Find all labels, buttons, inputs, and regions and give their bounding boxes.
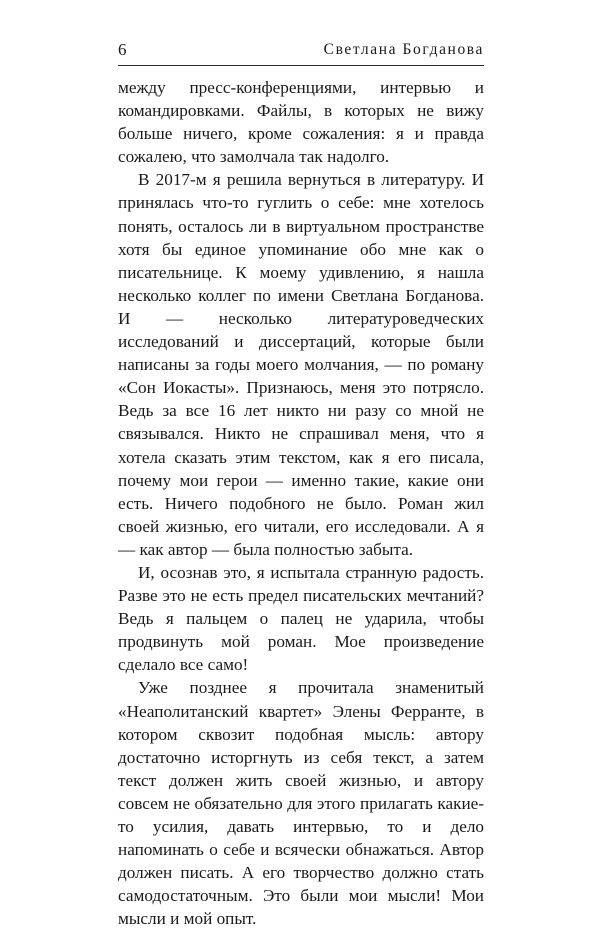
paragraph-continued: между пресс-конференциями, интервью и командировками. Файлы, в которых не вижу больше ничего, кроме сожаления: я и правда сожалею, что замолчала так надолго. <box>118 78 484 167</box>
header-author-name: Светлана Богданова <box>323 41 484 58</box>
running-head <box>118 38 484 62</box>
page-number: 6 <box>118 40 127 59</box>
paragraph: И, осознав это, я испытала странную радость. Разве это не есть предел писательских мечтаний? Ведь я пальцем о палец не ударила, чтобы продвинуть мой роман. Мое произведение сделало все само! <box>118 562 484 675</box>
paragraph: Уже позднее я прочитала знаменитый «Неаполитанский квартет» Элены Ферранте, в котором сквозит подобная мысль: автору достаточно исторгнуть из себя текст, а затем текст должен жить своей жизнью, и автору совсем не обязательно для этого прилагать какие-то усилия, давать интервью, то и дело напоминать о себе и всячески обнажаться. Автор должен писать. А его творчество должно стать самодостаточным. Это были мои мысли! Мои мысли и мой опыт. <box>118 678 484 929</box>
paragraph: В 2017-м я решила вернуться в литературу. И принялась что-то гуглить о себе: мне хотелось понять, осталось ли в виртуальном пространстве хотя бы единое упоминание обо мне как о писательнице. К моему удивлению, я нашла несколько коллег по имени Светлана Богданова. И — несколько литературоведческих исследований и диссертаций, которые были написаны за годы моего молчания, — по роману «Сон Иокасты». Признаюсь, меня это потрясло. Ведь за все 16 лет никто ни разу со мной не связывался. Никто не спрашивал меня, что я хотела сказать этим текстом, как я его писала, почему мои герои — именно такие, какие они есть. Ничего подобного не было. Роман жил своей жизнью, его читали, его исследовали. А я — как автор — была полностью забыта. <box>118 170 484 559</box>
body-text <box>118 76 484 930</box>
header-rule <box>118 65 484 66</box>
